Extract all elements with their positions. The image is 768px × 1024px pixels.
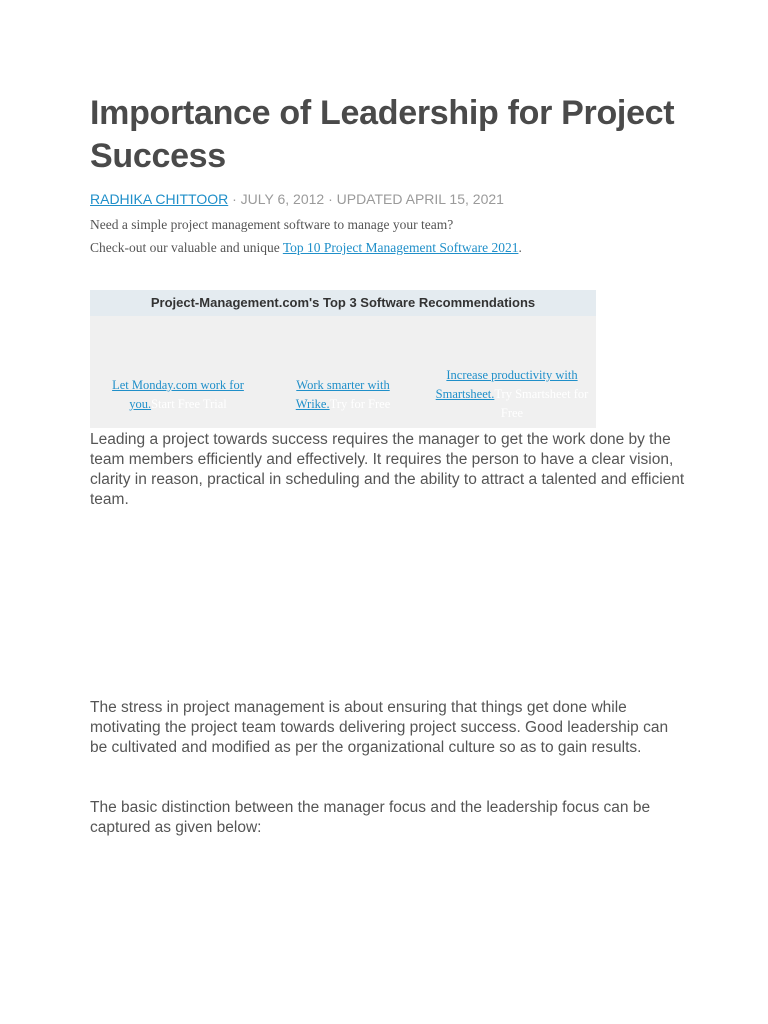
promo-line-2	[90, 238, 690, 257]
monday-link[interactable]: Let Monday.com work for you.	[112, 378, 244, 411]
author-link[interactable]: RADHIKA CHITTOOR	[90, 191, 229, 207]
body-paragraph-1: Leading a project towards success requires the manager to get the work done by the team members efficiently and effectively. It requires the person to have a clear vision, clarity in reason, practical in scheduling and the ability to attract a talented and efficient team.	[90, 431, 685, 508]
smartsheet-link[interactable]: Increase productivity with Smartsheet.	[435, 368, 578, 401]
recommendation-smartsheet	[432, 366, 592, 428]
body-paragraph-3: The basic distinction between the manager focus and the leadership focus can be captured as given below:	[90, 799, 651, 836]
article-dates: · JULY 6, 2012 · UPDATED APRIL 15, 2021	[228, 191, 504, 207]
recommendation-wrike	[273, 376, 413, 414]
smartsheet-cta[interactable]: Try Smartsheet for Free	[494, 387, 589, 420]
recommendations-heading: Project-Management.com's Top 3 Software Recommendations	[90, 290, 596, 316]
promo-suffix: .	[518, 240, 522, 255]
body-paragraph-2: The stress in project management is about ensuring that things get done while motivating the project team towards delivering project success. Good leadership can be cultivated and modified as per the organizational culture so as to gain results.	[90, 699, 669, 756]
software-recommendations-box	[90, 290, 596, 428]
top-10-software-link[interactable]: Top 10 Project Management Software 2021	[282, 240, 519, 255]
article	[90, 92, 690, 836]
wrike-link[interactable]: Work smarter with Wrike.	[295, 378, 390, 411]
wrike-cta[interactable]: Try for Free	[329, 397, 391, 411]
recommendation-monday	[98, 376, 258, 414]
promo-prefix: Check-out our valuable and unique	[90, 240, 283, 255]
article-title: Importance of Leadership for Project Success	[90, 94, 675, 175]
promo-line-1: Need a simple project management software to manage your team?	[90, 217, 454, 232]
monday-cta[interactable]: Start Free Trial	[151, 397, 227, 411]
article-meta	[90, 190, 690, 208]
